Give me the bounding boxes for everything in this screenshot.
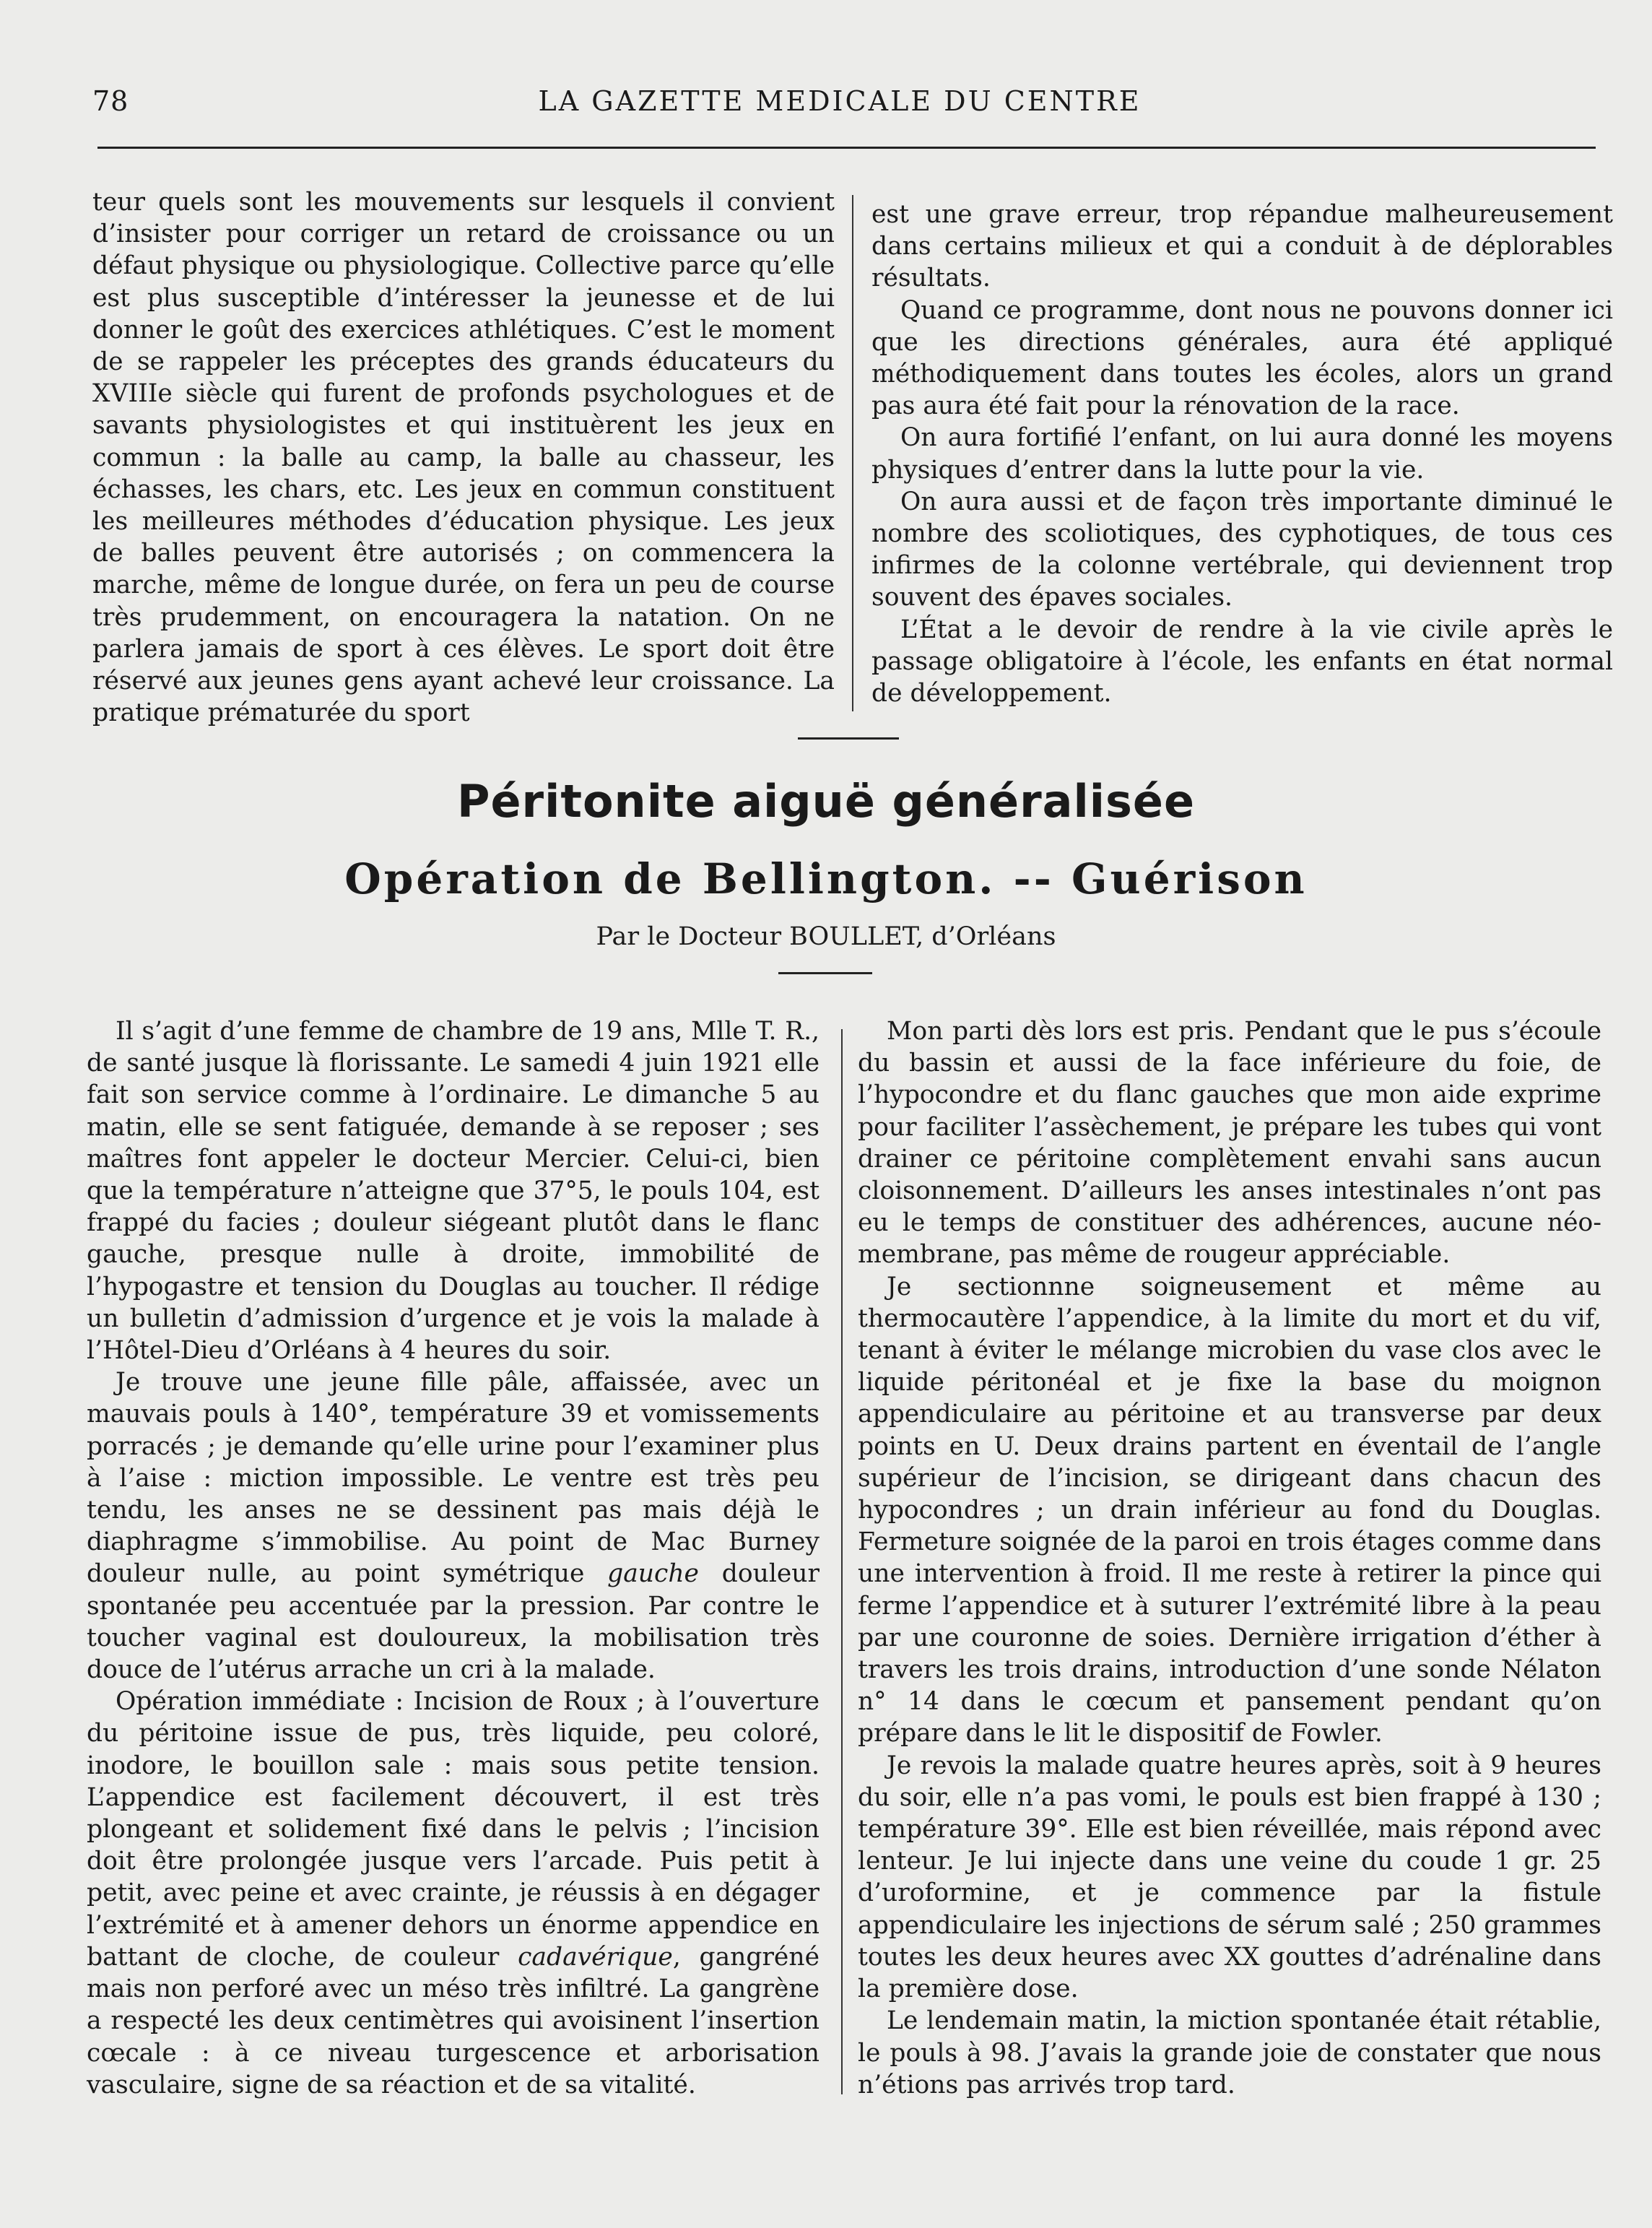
paragraph — [87, 1686, 820, 2101]
paragraph: est une grave erreur, trop répandue malheureusement dans certains milieux et qui a conduit à de déplorables résultats. — [871, 200, 1613, 293]
journal-title: LA GAZETTE MEDICALE DU CENTRE — [538, 85, 1142, 117]
text-run: , gangréné mais non perforé avec un méso très infiltré. La gangrène a respecté les deux centimètres qui avoisinent l’insertion cœcale : à ce niveau turgescence et arborisation vasculaire, signe de sa réaction et de sa vitalité. — [87, 1942, 820, 2099]
italic-word: cadavérique — [518, 1942, 673, 1972]
paragraph: On aura aussi et de façon très importante diminué le nombre des scoliotiques, des cyphotiques, de tous ces infirmes de la colonne vertébrale, qui deviennent trop souvent des épaves sociales. — [871, 487, 1613, 612]
paragraph: Je sectionnne soigneusement et même au thermocautère l’appendice, à la limite du mort et du vif, tenant à éviter le mélange microbien du vase clos avec le liquide péritonéal et je fixe la base du moignon appendiculaire au péritoine et au transverse par deux points en U. Deux drains partent en éventail de l’angle supérieur de l’incision, se dirigeant dans chacun des hypocondres ; un drain inférieur au fond du Douglas. Fermeture soignée de la paroi en trois étages comme dans une intervention à froid. Il me reste à retirer la pince qui ferme l’appendice et à suturer l’extrémité libre à la peau par une couronne de soies. Dernière irrigation d’éther à travers les trois drains, introduction d’une sonde Nélaton n° 14 dans le cœcum et pansement pendant qu’on prépare dans le lit le dispositif de Fowler. — [858, 1272, 1601, 1748]
article-column-left — [87, 1015, 820, 2101]
column-divider — [852, 195, 853, 711]
paragraph: Mon parti dès lors est pris. Pendant que le pus s’écoule du bassin et aussi de la face inférieure du foie, de l’hypocondre et du flanc gauches que mon aide exprime pour faciliter l’assèchement, je prépare les tubes qui vont drainer ce péritoine complètement envahi sans aucun cloisonnement. D’ailleurs les anses intestinales n’ont pas eu le temps de constituer des adhérences, aucune néo-membrane, pas même de rougeur appréciable. — [858, 1017, 1601, 1270]
paragraph: Quand ce programme, dont nous ne pouvons donner ici que les directions générales, aura été appliqué méthodiquement dans toutes les écoles, alors un grand pas aura été fait pour la rénovation de la race. — [871, 295, 1613, 421]
paragraph: Il s’agit d’une femme de chambre de 19 ans, Mlle T. R., de santé jusque là florissante. Le samedi 4 juin 1921 elle fait son service comme à l’ordinaire. Le dimanche 5 au matin, elle se sent fatiguée, demande à se reposer ; ses maîtres font appeler le docteur Mercier. Celui-ci, bien que la température n’atteigne que 37°5, le pouls 104, est frappé du facies ; douleur siégeant plutôt dans le flanc gauche, presque nulle à droite, immobilité de l’hypogastre et tension du Douglas au toucher. Il rédige un bulletin d’admission d’urgence et je vois la malade à l’Hôtel-Dieu d’Orléans à 4 heures du soir. — [87, 1017, 820, 1366]
page-header — [92, 85, 1587, 129]
previous-article-column-right — [871, 199, 1613, 709]
previous-article-column-left — [92, 186, 835, 729]
article-subtitle: Opération de Bellington. -- Guérison — [344, 854, 1308, 903]
byline-separator — [778, 972, 872, 974]
text-run: douleur spontanée peu accentuée par la pression. Par contre le toucher vaginal est douloureux, la mobilisation très douce de l’utérus arrache un cri à la malade. — [87, 1559, 820, 1685]
paragraph: Je revois la malade quatre heures après, soit à 9 heures du soir, elle n’a pas vomi, le pouls est bien frappé à 130 ; température 39°. Elle est bien réveillée, mais répond avec lenteur. Je lui injecte dans une veine du coude 1 gr. 25 d’uroformine, et je commence par la fistule appendiculaire les injections de sérum salé ; 250 grammes toutes les deux heures avec XX gouttes d’adrénaline dans la première dose. — [858, 1751, 1601, 2004]
section-separator — [798, 737, 899, 740]
paragraph — [87, 1366, 820, 1686]
header-rule — [97, 147, 1596, 149]
text-run: Je trouve une jeune fille pâle, affaissée, avec un mauvais pouls à 140°, température 39 et vomissements porracés ; je demande qu’elle urine pour l’examiner plus à l’aise : miction impossible. Le ventre est très peu tendu, les anses ne se dessinent pas mais déjà le diaphragme s’immobilise. Au point de Mac Burney douleur nulle, au point symétrique — [87, 1368, 820, 1589]
article-column-right — [858, 1015, 1601, 2101]
text-run: Opération immédiate : Incision de Roux ; à l’ouverture du péritoine issue de pus, très liquide, peu coloré, inodore, le bouillon sale : mais sous petite tension. L’appendice est facilement découvert, il est très plongeant et solidement fixé dans le pelvis ; l’incision doit être prolongée jusque vers l’arcade. Puis petit à petit, avec peine et avec crainte, je réussis à en dégager l’extrémité et à amener dehors un énorme appendice en battant de cloche, de couleur — [87, 1687, 820, 1972]
italic-word: gauche — [607, 1559, 699, 1589]
article-title: Péritonite aiguë généralisée — [457, 775, 1195, 828]
paragraph: Le lendemain matin, la miction spontanée était rétablie, le pouls à 98. J’avais la grande joie de constater que nous n’étions pas arrivés trop tard. — [858, 2006, 1601, 2099]
paragraph: teur quels sont les mouvements sur lesquels il convient d’insister pour corriger un retard de croissance ou un défaut physique ou physiologique. Collective parce qu’elle est plus susceptible d’intéresser la jeunesse et de lui donner le goût des exercices athlétiques. C’est le moment de se rappeler les préceptes des grands éducateurs du XVIIIe siècle qui furent de profonds psychologues et de savants physiologistes et qui instituèrent les jeux en commun : la balle au camp, la balle au chasseur, les échasses, les chars, etc. Les jeux en commun constituent les meilleures méthodes d’éducation physique. Les jeux de balles peuvent être autorisés ; on commencera la marche, même de longue durée, on fera un peu de course très prudemment, on encouragera la natation. On ne parlera jamais de sport à ces élèves. Le sport doit être réservé aux jeunes gens ayant achevé leur croissance. La pratique prématurée du sport — [92, 188, 835, 728]
page-number: 78 — [92, 85, 129, 117]
paragraph: L’État a le devoir de rendre à la vie civile après le passage obligatoire à l’école, les enfants en état normal de développement. — [871, 615, 1613, 708]
column-divider — [841, 1029, 843, 2094]
article-byline: Par le Docteur BOULLET, d’Orléans — [596, 922, 1056, 951]
paragraph: On aura fortifié l’enfant, on lui aura donné les moyens physiques d’entrer dans la lutte pour la vie. — [871, 423, 1613, 485]
